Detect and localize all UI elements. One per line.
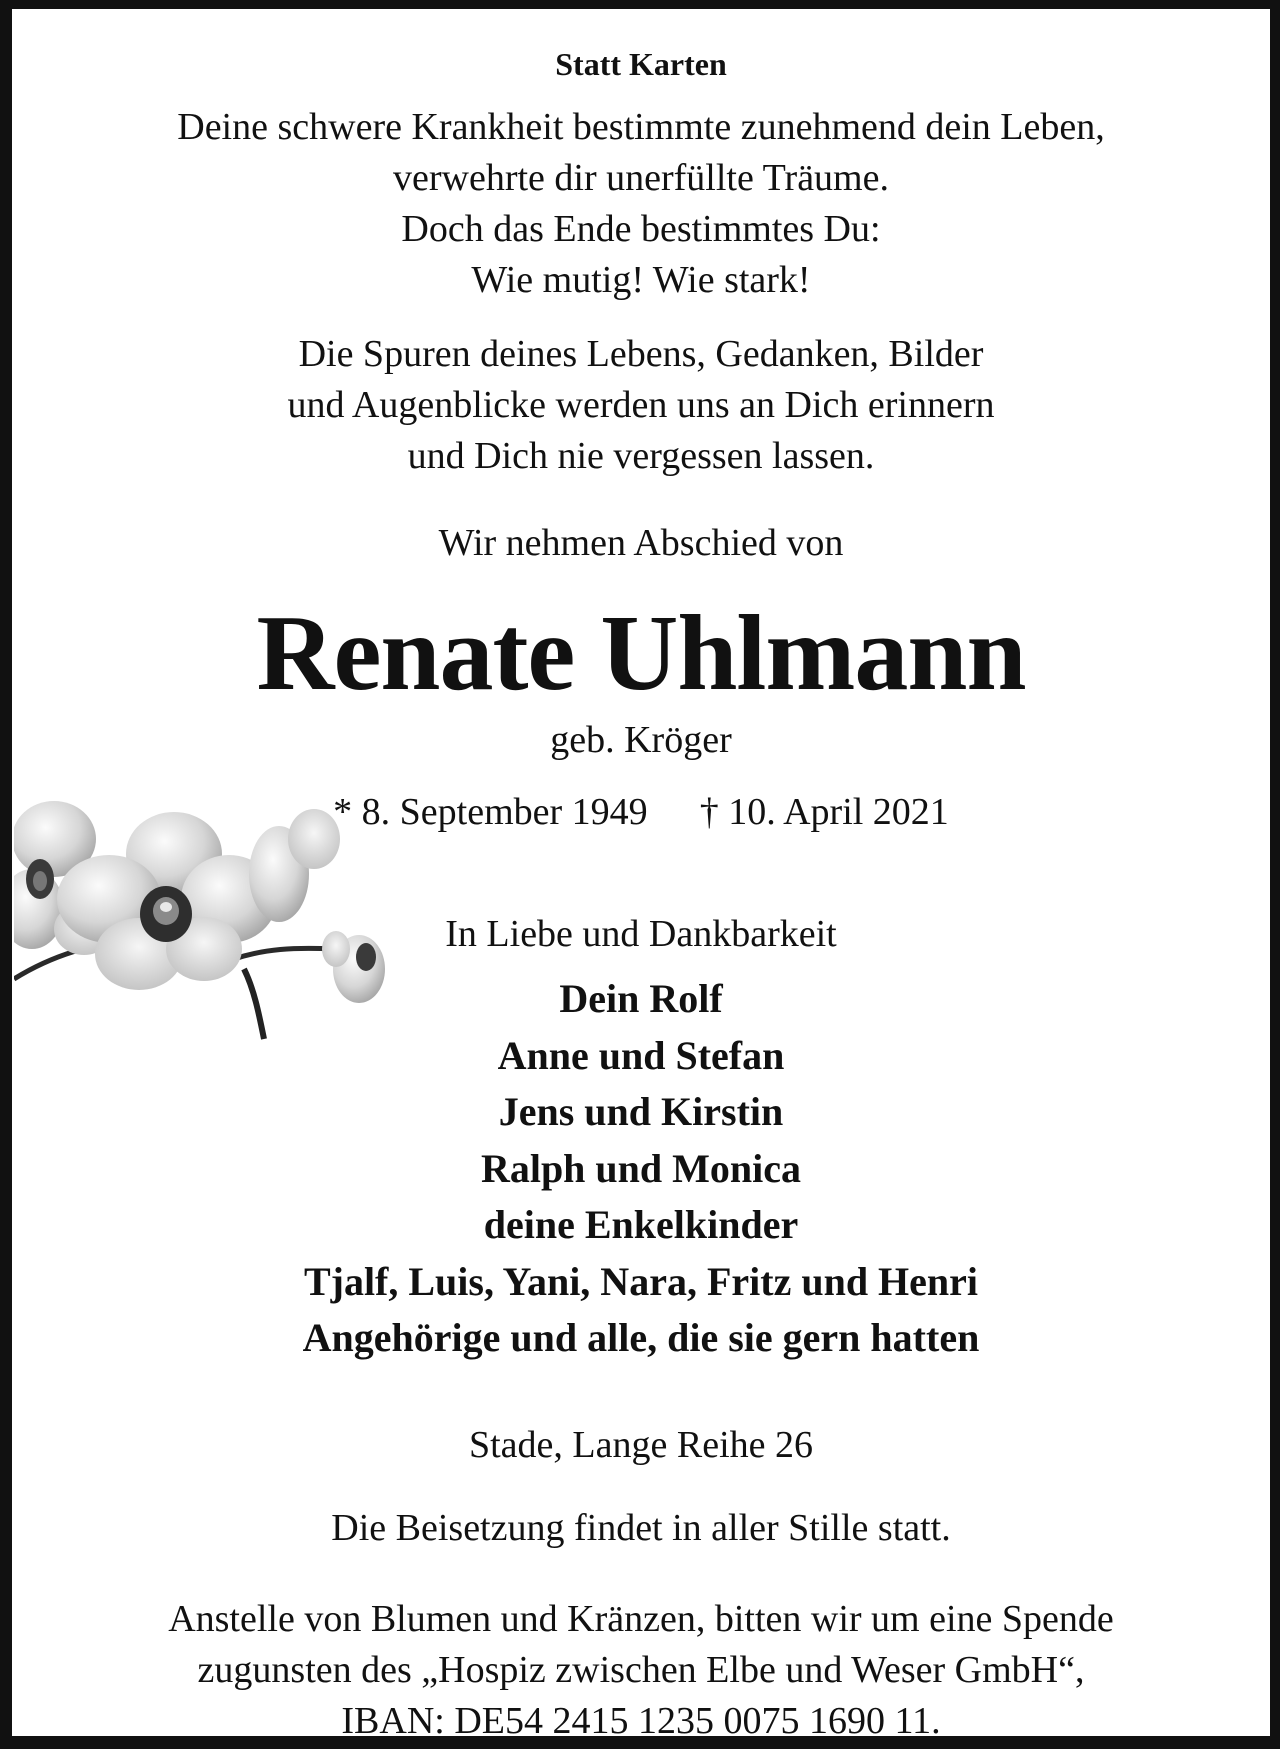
life-dates [12, 787, 1270, 837]
deceased-name: Renate Uhlmann [256, 594, 1026, 713]
poem-line: verwehrte dir unerfüllte Träume. [393, 157, 889, 199]
mourner-name: Ralph und Monica [480, 1145, 802, 1191]
death-date: † 10. April 2021 [699, 791, 949, 833]
poem-line: und Dich nie vergessen lassen. [407, 435, 875, 477]
birth-name: geb. Kröger [550, 719, 732, 761]
donation-line: zugunsten des „Hospiz zwischen Elbe und Weser GmbH“, [197, 1649, 1085, 1691]
mourner-name: Jens und Kirstin [498, 1089, 784, 1134]
donation-iban: IBAN: DE54 2415 1235 0075 1690 11. [341, 1700, 941, 1742]
mourner-name: Tjalf, Luis, Yani, Nara, Fritz und Henri [303, 1258, 979, 1304]
birth-date: * 8. September 1949 [333, 791, 648, 833]
mourner-name: deine Enkelkinder [483, 1202, 799, 1247]
mourner-name: Angehörige und alle, die sie gern hatten [302, 1315, 980, 1360]
mourner-name: Anne und Stefan [497, 1032, 785, 1078]
mourner-name: Dein Rolf [559, 976, 723, 1021]
address-line: Stade, Lange Reihe 26 [468, 1424, 813, 1466]
poem-line: Deine schwere Krankheit bestimmte zunehmend dein Leben, [177, 106, 1105, 148]
poem-line: Wie mutig! Wie stark! [471, 259, 811, 301]
poem-line: und Augenblicke werden uns an Dich erinnern [287, 384, 995, 426]
poem-line: Die Spuren deines Lebens, Gedanken, Bilder [298, 333, 984, 375]
burial-note: Die Beisetzung findet in aller Stille statt. [331, 1507, 951, 1549]
donation-line: Anstelle von Blumen und Kränzen, bitten wir um eine Spende [168, 1598, 1114, 1640]
poem-line: Doch das Ende bestimmtes Du: [401, 208, 881, 250]
statt-karten-label: Statt Karten [555, 46, 727, 82]
farewell-line: Wir nehmen Abschied von [438, 522, 844, 564]
mourners-intro: In Liebe und Dankbarkeit [445, 913, 837, 955]
